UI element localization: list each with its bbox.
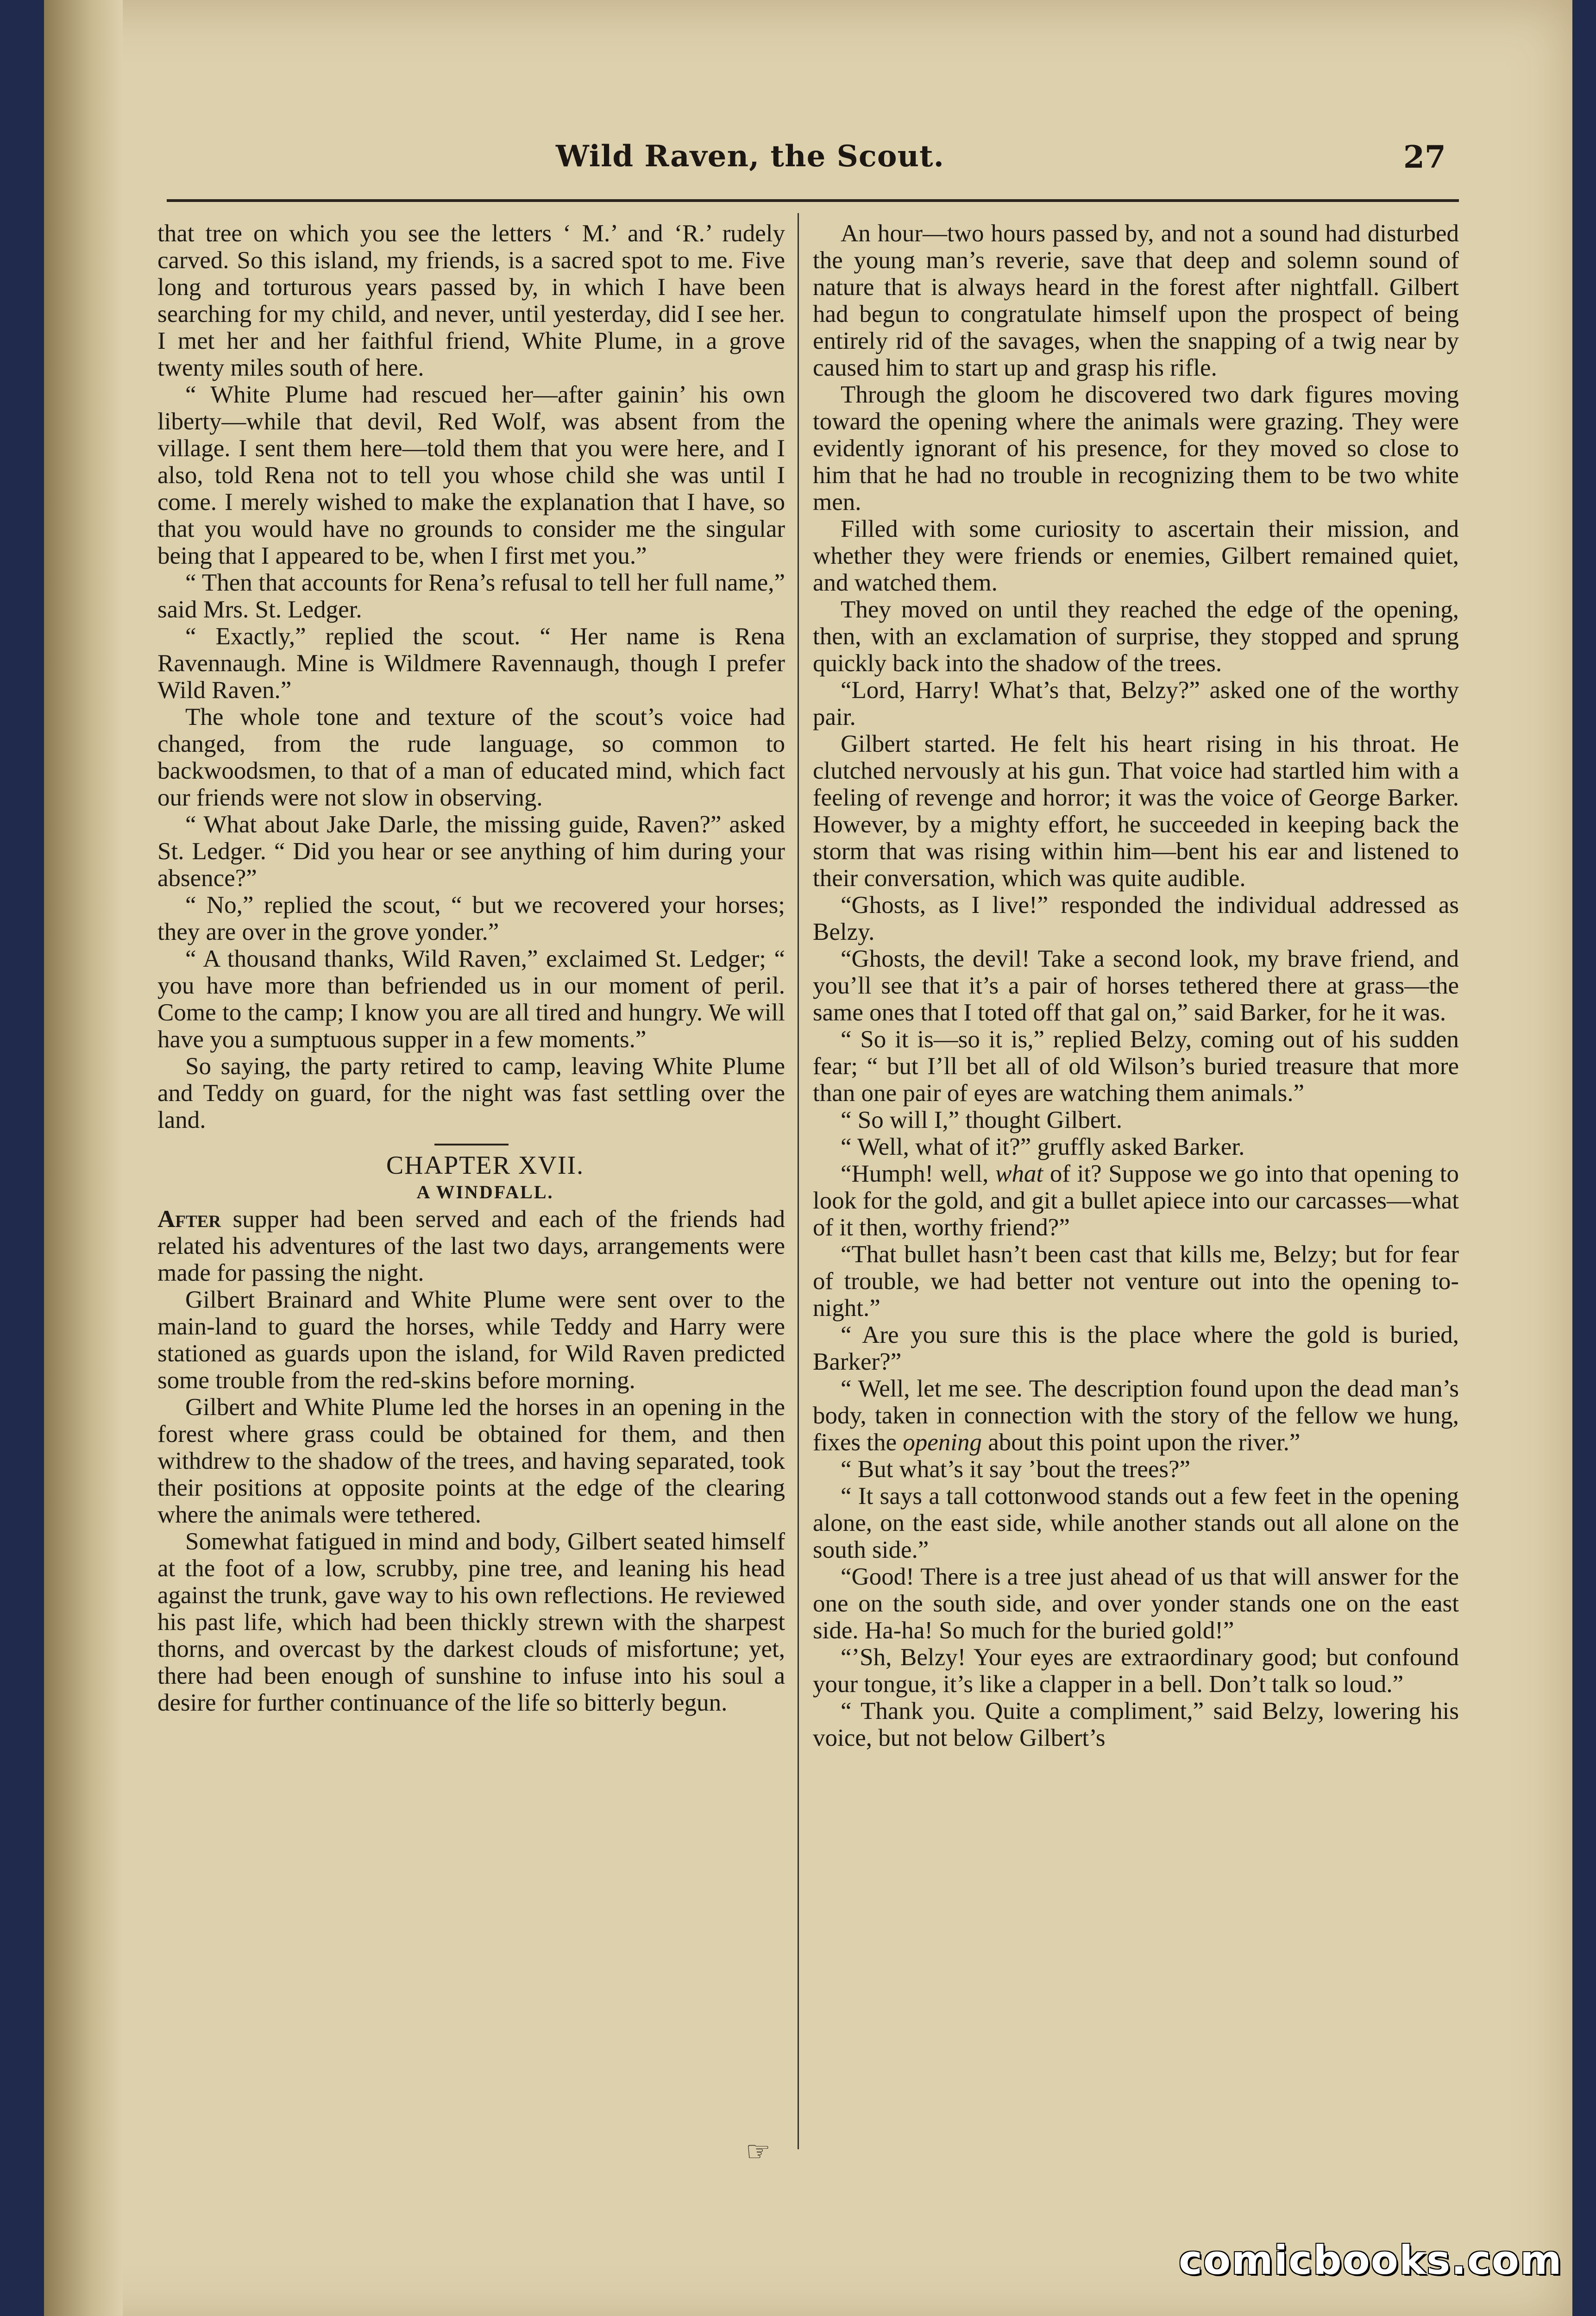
paragraph: “ Are you sure this is the place where the gold is buried, Barker?” xyxy=(813,1322,1459,1375)
page-spine-shadow xyxy=(44,0,123,2316)
paragraph-text: “ Well, let me see. The description found upon the dead man’s body, taken in connection with the story of the fellow we hung, fixes the xyxy=(813,1375,1459,1456)
paragraph: An hour—two hours passed by, and not a sound had disturbed the young man’s reverie, save that deep and solemn sound of nature that is always heard in the forest after nightfall. Gilbert had begun to congratulate himself upon the prospect of being entirely rid of the savages, when the snapping of a twig near by caused him to start up and grasp his rifle. xyxy=(813,220,1459,381)
paragraph: “Ghosts, the devil! Take a second look, my brave friend, and you’ll see that it’s a pair of horses tethered there at grass—the same ones that I toted off that gal on,” said Barker, for he it was. xyxy=(813,945,1459,1026)
paragraph: “ Well, what of it?” gruffly asked Barker. xyxy=(841,1133,1245,1160)
paragraph: They moved on until they reached the edge of the opening, then, with an exclamation of surprise, they stopped and sprung quickly back into the shadow of the trees. xyxy=(813,596,1459,677)
drop-lead-word: After xyxy=(157,1206,221,1233)
chapter-rule xyxy=(434,1144,509,1145)
paragraph: “’Sh, Belzy! Your eyes are extraordinary good; but confound your tongue, it’s like a clapper in a bell. Don’t talk so loud.” xyxy=(813,1644,1459,1698)
paragraph: “ Then that accounts for Rena’s refusal to tell her full name,” said Mrs. St. Ledger. xyxy=(157,569,785,623)
paragraph: So saying, the party retired to camp, leaving White Plume and Teddy on guard, for the night was fast settling over the land. xyxy=(157,1053,785,1133)
paragraph: Through the gloom he discovered two dark figures moving toward the opening where the animals were grazing. They were evidently ignorant of his presence, for they moved so close to him that he had no trouble in recognizing them to be two white men. xyxy=(813,381,1459,516)
paragraph-text: about this point upon the river.” xyxy=(982,1429,1301,1456)
paragraph: “ It says a tall cottonwood stands out a few feet in the opening alone, on the east side, while another stands out all alone on the south side.” xyxy=(813,1483,1459,1563)
paragraph: “ A thousand thanks, Wild Raven,” exclaimed St. Ledger; “ you have more than befriended us in our moment of peril. Come to the camp; I know you are all tired and hungry. We will have you a sumptuous supper in a few moments.” xyxy=(157,945,785,1053)
paragraph: “Ghosts, as I live!” responded the individual addressed as Belzy. xyxy=(813,892,1459,945)
paragraph: Somewhat fatigued in mind and body, Gilbert seated himself at the foot of a low, scrubby, pine tree, and leaning his head against the trunk, gave way to his own reflections. He reviewed his past life, which had been thickly strewn with the sharpest thorns, and overcast by the darkest clouds of misfortune; yet, there had been enough of sunshine to infuse into his soul a desire for further continuance of the life so bitterly begun. xyxy=(157,1528,785,1716)
column-divider xyxy=(798,213,799,2149)
paragraph: “ Thank you. Quite a compliment,” said Belzy, lowering his voice, but not below Gilbert’s xyxy=(813,1698,1459,1751)
chapter-title: CHAPTER XVII. xyxy=(386,1151,584,1180)
watermark: comicbooks.com xyxy=(1179,2237,1563,2284)
paragraph-text: of it? Suppose we go into that opening to look for the gold, and git a bullet apiece into our carcasses—what of it then, worthy friend?” xyxy=(813,1160,1459,1241)
header-rule xyxy=(167,199,1459,202)
paragraph: “ So will I,” thought Gilbert. xyxy=(841,1107,1122,1133)
paragraph xyxy=(813,1160,1459,1241)
chapter-subtitle: A WINDFALL. xyxy=(416,1182,554,1202)
page-number: 27 xyxy=(1403,139,1446,175)
paragraph-text: “Humph! well, xyxy=(841,1160,996,1187)
paragraph-text: supper had been served and each of the friends had related his adventures of the last two days, arrangements were made for passing the night. xyxy=(157,1206,785,1286)
paragraph: Gilbert started. He felt his heart rising in his throat. He clutched nervously at his gun. That voice had startled him with a feeling of revenge and horror; it was the voice of George Barker. However, by a mighty effort, he succeeded in keeping back the storm that was rising within him—bent his ear and listened to their conversation, which was quite audible. xyxy=(813,730,1459,892)
printer-ornament-icon: ☞ xyxy=(746,2136,771,2167)
paragraph: “That bullet hasn’t been cast that kills me, Belzy; but for fear of trouble, we had better not venture out into the opening to-night.” xyxy=(813,1241,1459,1322)
paragraph: Gilbert Brainard and White Plume were sent over to the main-land to guard the horses, while Teddy and Harry were stationed as guards upon the island, for Wild Raven predicted some trouble from the red-skins before morning. xyxy=(157,1286,785,1394)
paragraph xyxy=(157,1206,785,1286)
paragraph: that tree on which you see the letters ‘ M.’ and ‘R.’ rudely carved. So this island, my friends, is a sacred spot to me. Five long and torturous years passed by, in which I have been searching for my child, and never, until yesterday, did I see her. I met her and her faithful friend, White Plume, in a grove twenty miles south of here. xyxy=(157,220,785,381)
paragraph: “ So it is—so it is,” replied Belzy, coming out of his sudden fear; “ but I’ll bet all of old Wilson’s buried treasure that more than one pair of eyes are watching them animals.” xyxy=(813,1026,1459,1107)
paragraph: “ What about Jake Darle, the missing guide, Raven?” asked St. Ledger. “ Did you hear or see anything of him during your absence?” xyxy=(157,811,785,892)
paragraph: “ But what’s it say ’bout the trees?” xyxy=(841,1456,1191,1483)
right-column xyxy=(813,220,1459,1751)
left-column xyxy=(157,220,785,1716)
emphasis: opening xyxy=(903,1429,982,1456)
paragraph: “Lord, Harry! What’s that, Belzy?” asked one of the worthy pair. xyxy=(813,677,1459,730)
paragraph: “Good! There is a tree just ahead of us that will answer for the one on the south side, and over yonder stands one on the east side. Ha-ha! So much for the buried gold!” xyxy=(813,1563,1459,1644)
paragraph: “ No,” replied the scout, “ but we recovered your horses; they are over in the grove yonder.” xyxy=(157,892,785,945)
paragraph xyxy=(813,1375,1459,1456)
emphasis: what xyxy=(995,1160,1043,1187)
paragraph: Filled with some curiosity to ascertain their mission, and whether they were friends or enemies, Gilbert remained quiet, and watched them. xyxy=(813,516,1459,596)
running-title: Wild Raven, the Scout. xyxy=(556,139,944,174)
paragraph: “ Exactly,” replied the scout. “ Her name is Rena Ravennaugh. Mine is Wildmere Ravennaugh, though I prefer Wild Raven.” xyxy=(157,623,785,704)
paragraph: “ White Plume had rescued her—after gainin’ his own liberty—while that devil, Red Wolf, was absent from the village. I sent them here—told them that you were here, and I also, told Rena not to tell you whose child she was until I come. I merely wished to make the explanation that I have, so that you would have no grounds to consider me the singular being that I appeared to be, when I first met you.” xyxy=(157,381,785,569)
paragraph: Gilbert and White Plume led the horses in an opening in the forest where grass could be obtained for them, and then withdrew to the shadow of the trees, and having separated, took their positions at opposite points at the edge of the clearing where the animals were tethered. xyxy=(157,1394,785,1528)
paragraph: The whole tone and texture of the scout’s voice had changed, from the rude language, so common to backwoodsmen, to that of a man of educated mind, which fact our friends were not slow in observing. xyxy=(157,704,785,811)
